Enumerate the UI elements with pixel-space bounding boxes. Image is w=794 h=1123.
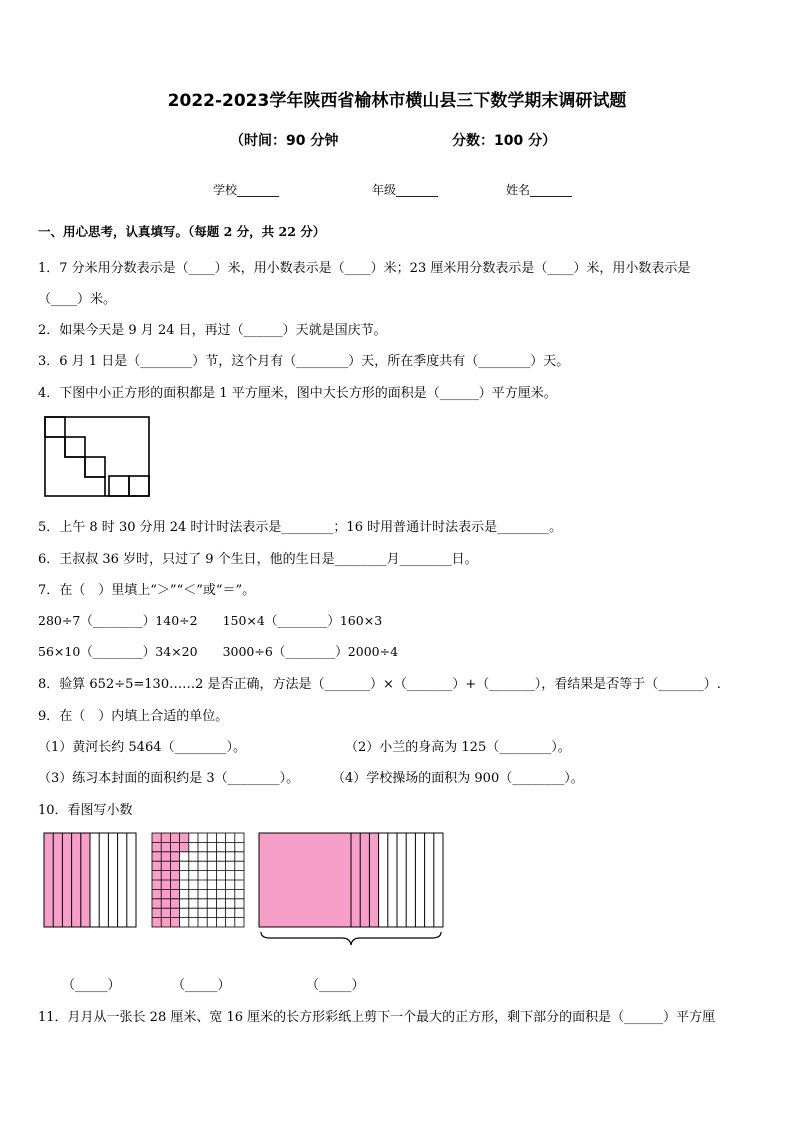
grade-field: 年级_______	[372, 183, 439, 197]
question-7-row-1: 280÷7（________）140÷2 150×4（________）160×3	[38, 613, 383, 628]
time-label: （时间：90 分钟	[230, 133, 339, 149]
question-8: 8．验算 652÷5=130……2 是否正确，方法是（_______）×（_______）+（_______），看结果是否等于（_______）.	[38, 677, 721, 692]
section-heading: 一、用心思考，认真填写。（每题 2 分，共 22 分）	[38, 224, 326, 239]
question-1: 1．7 分米用分数表示是（____）米，用小数表示是（____）米；23 厘米用分数表示是（____）米，用小数表示是	[38, 261, 691, 276]
score-label: 分数：100 分）	[452, 133, 557, 149]
school-field: 学校_______	[213, 183, 280, 197]
answer-blank-a: （_____）	[62, 978, 121, 993]
question-2: 2．如果今天是 9 月 24 日，再过（______）天就是国庆节。	[38, 323, 387, 338]
question-11: 11．月月从一张长 28 厘米、宽 16 厘米的长方形彩纸上剪下一个最大的正方形，剩下部分的面积是（______）平方厘	[38, 1010, 716, 1025]
answer-blank-b: （_____）	[172, 978, 231, 993]
name-field: 姓名_______	[506, 183, 573, 197]
answer-blank-c: （_____）	[306, 978, 365, 993]
question-4: 4．下图中小正方形的面积都是 1 平方厘米，图中大长方形的面积是（______）平方厘米。	[38, 386, 557, 401]
brace-icon	[261, 932, 441, 945]
question-1-cont: （____）米。	[38, 292, 117, 307]
question-5: 5．上午 8 时 30 分用 24 时计时法表示是________；16 时用普通计时法表示是________。	[38, 520, 563, 535]
question-10: 10．看图写小数	[38, 803, 133, 818]
question-3: 3．6 月 1 日是（________）节，这个月有（________）天，所在季度共有（________）天。	[38, 354, 570, 369]
question-9-part-2: （2）小兰的身高为 125（________）。	[345, 740, 571, 755]
question-9: 9．在（ ）内填上合适的单位。	[38, 709, 229, 724]
question-9-part-1: （1）黄河长约 5464（________）。	[38, 740, 246, 755]
question-7: 7．在（ ）里填上“＞”“＜”或“＝”。	[38, 583, 256, 598]
small-square	[109, 476, 129, 496]
mixed-decimal-figure	[258, 832, 446, 948]
rectangle-figure	[44, 416, 152, 498]
question-9-part-4: （4）学校操场的面积为 900（________）。	[332, 771, 584, 786]
small-square	[85, 457, 105, 477]
question-9-part-3: （3）练习本封面的面积约是 3（________）。	[38, 771, 300, 786]
small-square	[45, 417, 65, 437]
hundred-grid-figure	[151, 832, 245, 928]
decimal-strips-figure	[43, 832, 137, 928]
small-square	[129, 476, 149, 496]
page-title: 2022-2023学年陕西省榆林市横山县三下数学期末调研试题	[167, 91, 627, 111]
question-7-row-2: 56×10（________）34×20 3000÷6（________）2000÷4	[38, 644, 399, 659]
question-6: 6．王叔叔 36 岁时，只过了 9 个生日，他的生日是________月________日。	[38, 552, 478, 567]
small-square	[65, 437, 85, 457]
